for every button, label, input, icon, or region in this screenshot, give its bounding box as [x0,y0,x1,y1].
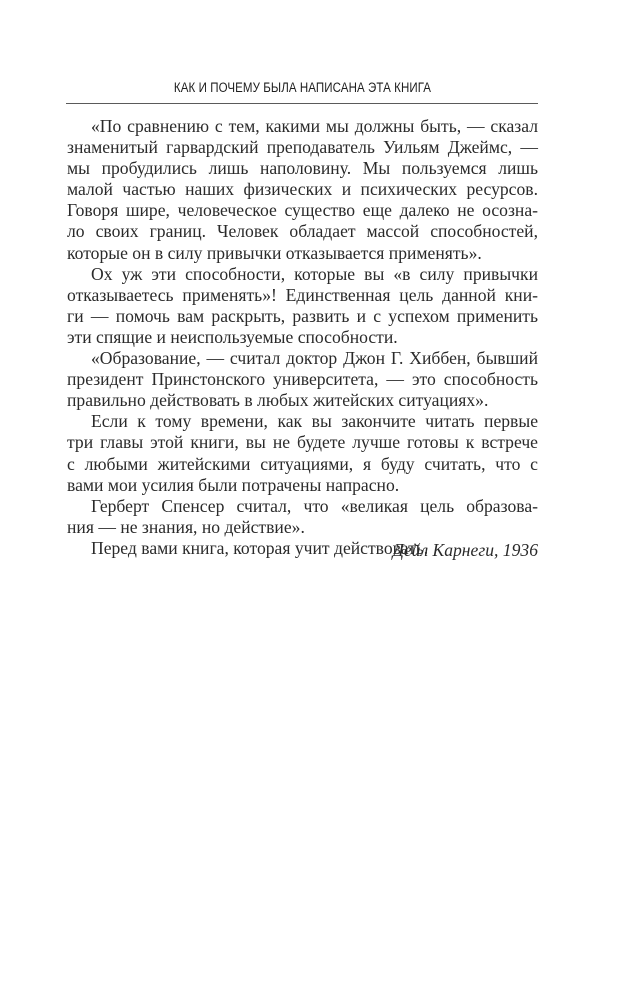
body-text [67,116,538,559]
text-line: Ох уж эти способности, которые вы «в силу привычки [91,263,538,284]
text-line: с любыми житейскими ситуациями, я буду считать, что с [67,453,538,474]
paragraph [67,496,538,538]
text-line: «Образование, — считал доктор Джон Г. Хиббен, бывший [91,348,538,369]
text-line: правильно действовать в любых житейских ситуациях». [67,390,489,411]
author-signature: Дейл Карнеги, 1936 [392,540,538,560]
text-line: Перед вами книга, которая учит действовать. [91,537,429,558]
text-line: знаменитый гарвардский преподаватель Уильям Джеймс, — [67,137,538,158]
text-line: три главы этой книги, вы не будете лучше готовы к встрече [67,432,538,453]
text-line: малой частью наших физических и психических ресурсов. [67,179,538,200]
text-line: вами мои усилия были потрачены напрасно. [67,474,400,495]
text-line: отказываетесь применять»! Единственная цель данной кни- [67,284,538,305]
paragraph [67,411,538,495]
text-line: которые он в силу привычки отказывается применять». [67,242,482,263]
running-head: КАК И ПОЧЕМУ БЫЛА НАПИСАНА ЭТА КНИГА [173,80,432,95]
paragraph [67,264,538,348]
text-line: «По сравнению с тем, какими мы должны быть, — сказал [91,116,538,136]
paragraph [67,116,538,264]
text-line: эти спящие и неиспользуемые способности. [67,326,398,347]
text-line: ги — помочь вам раскрыть, развить и с успехом применить [67,305,538,326]
header-rule [66,103,538,104]
text-line: ло своих границ. Человек обладает массой способностей, [67,221,538,242]
paragraph [67,348,538,411]
text-line: ния — не знания, но действие». [67,516,305,537]
text-line: Говоря шире, человеческое существо еще далеко не осозна- [67,200,538,221]
text-line: мы пробудились лишь наполовину. Мы пользуемся лишь [67,158,538,179]
text-line: Герберт Спенсер считал, что «великая цель образова- [91,495,538,516]
text-line: Если к тому времени, как вы закончите читать первые [91,411,538,432]
text-line: президент Принстонского университета, — это способность [67,369,538,390]
